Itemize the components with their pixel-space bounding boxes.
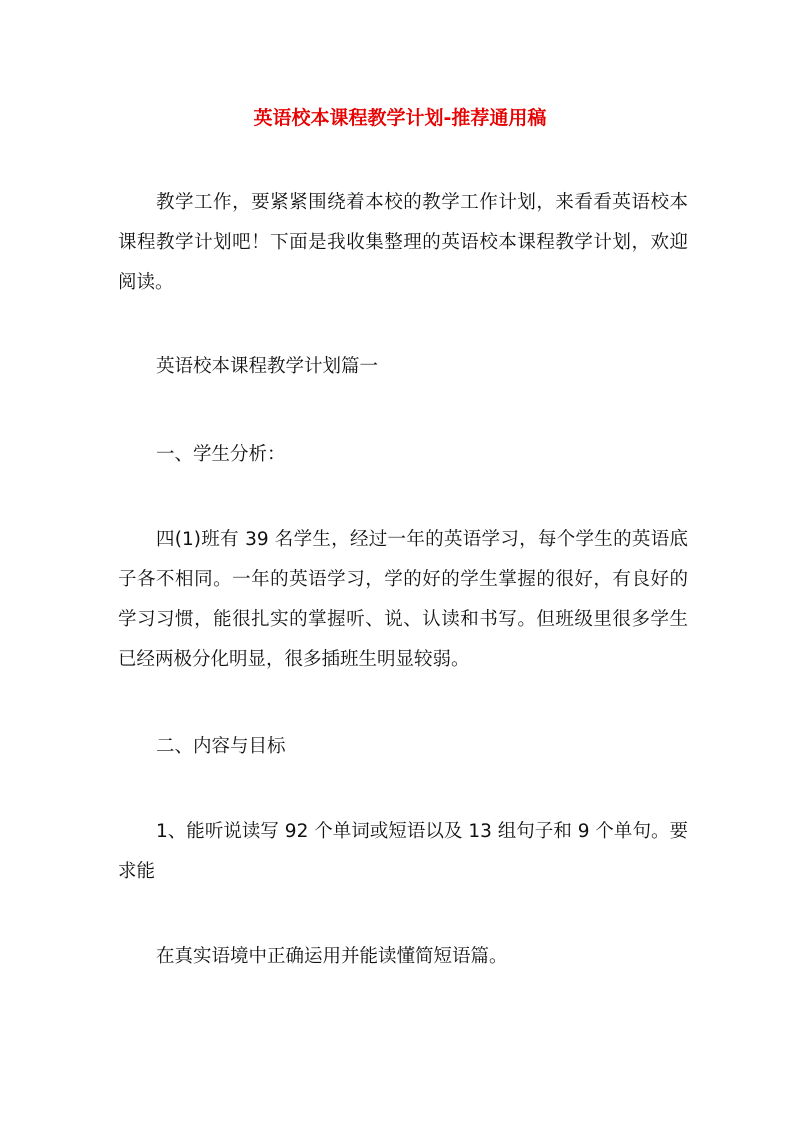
student-analysis-paragraph: 四(1)班有 39 名学生，经过一年的英语学习，每个学生的英语底子各不相同。一年的英语学习，学的好的学生掌握的很好，有良好的学习习惯，能很扎实的掌握听、说、认读和书写。但班级里很多学生已经两极分化明显，很多插班生明显较弱。 [118,529,688,670]
goal-item-1-continuation: 在真实语境中正确运用并能读懂简短语篇。 [156,946,508,967]
heading-content-goals: 二、内容与目标 [156,736,286,757]
heading-student-analysis: 一、学生分析： [156,444,286,465]
document-title: 英语校本课程教学计划-推荐通用稿 [253,107,547,129]
intro-paragraph: 教学工作，要紧紧围绕着本校的教学工作计划，来看看英语校本课程教学计划吧！下面是我收集整理的英语校本课程教学计划，欢迎阅读。 [118,192,688,293]
section-title: 英语校本课程教学计划篇一 [156,356,379,377]
goal-item-1-paragraph: 1、能听说读写 92 个单词或短语以及 13 组句子和 9 个单句。要求能 [118,821,688,882]
